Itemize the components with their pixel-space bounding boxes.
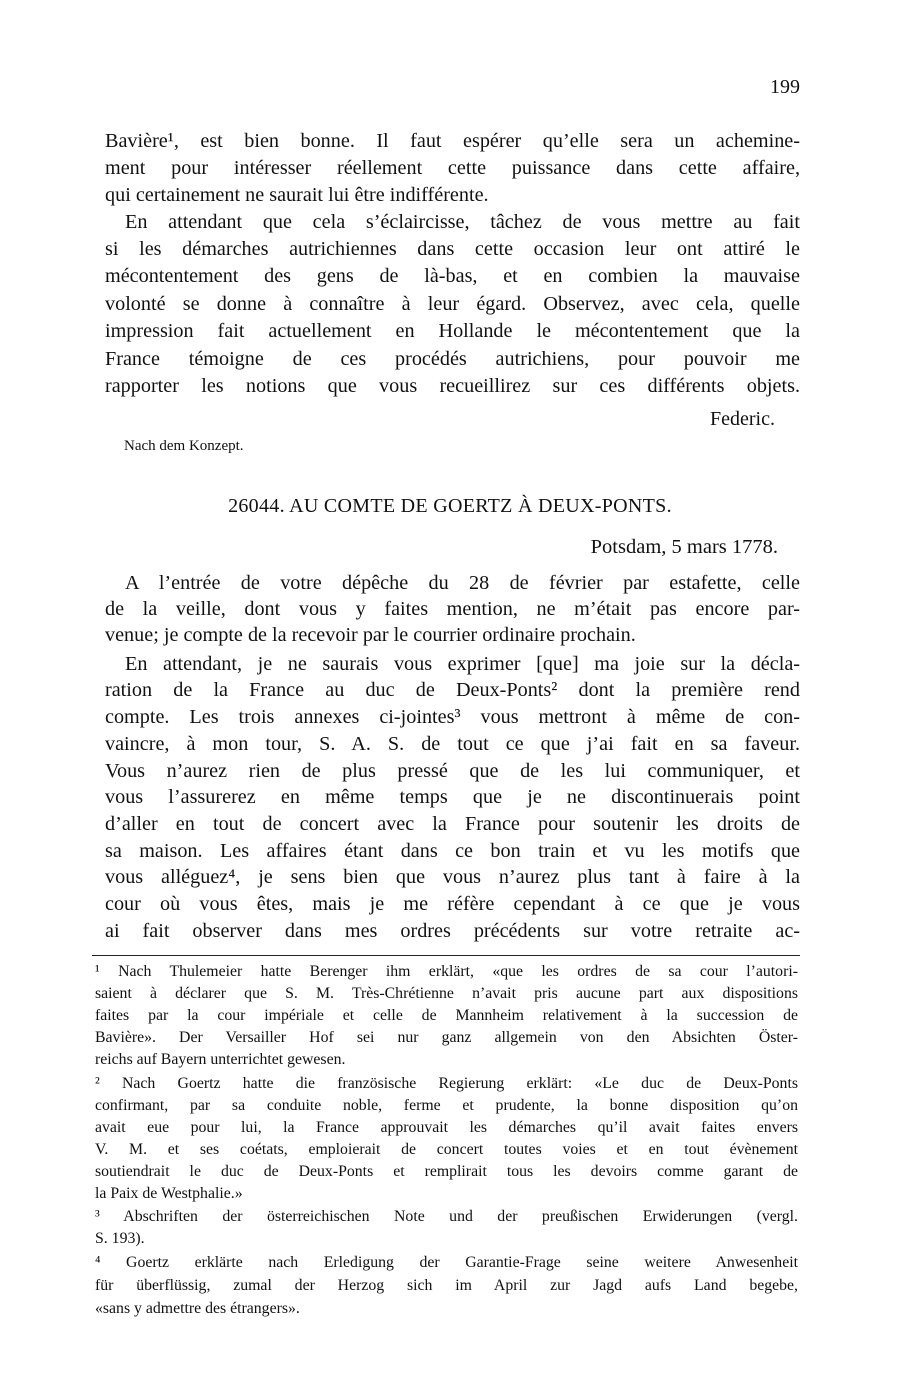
footnote-line: saient à déclarer que S. M. Très-Chrétienne n’avait pris aucune part aux dispositions (95, 985, 798, 1002)
body-line: ai fait observer dans mes ordres précédents sur votre retraite ac- (105, 920, 800, 942)
footnote-line: soutiendrait le duc de Deux-Ponts et remplirait tous les devoirs comme garant de (95, 1163, 798, 1180)
footnote-line: faites par la cour impériale et celle de Mannheim relativement à la succession de (95, 1007, 798, 1024)
body-line: En attendant, je ne saurais vous exprimer [que] ma joie sur la décla- (125, 653, 800, 675)
body-line: Bavière¹, est bien bonne. Il faut espérer qu’elle sera un achemine- (105, 130, 800, 152)
letter-heading: 26044. AU COMTE DE GOERTZ À DEUX-PONTS. (228, 495, 672, 517)
body-line: ration de la France au duc de Deux-Ponts² dont la première rend (105, 679, 800, 701)
body-line: mécontentement des gens de là-bas, et en combien la mauvaise (105, 265, 800, 287)
footnote-line: la Paix de Westphalie.» (95, 1185, 243, 1202)
footnote-line: Bavière». Der Versailler Hof sei nur ganz allgemein von den Absichten Öster- (95, 1029, 798, 1046)
footnote-line: avait eue pour lui, la France approuvait les démarches qu’il avait faites envers (95, 1119, 798, 1136)
body-line: volonté se donne à connaître à leur égard. Observez, avec cela, quelle (105, 293, 800, 315)
body-line: sa maison. Les affaires étant dans ce bon train et vu les motifs que (105, 840, 800, 862)
body-line: impression fait actuellement en Hollande le mécontentement que la (105, 320, 800, 342)
page-number: 199 (770, 76, 800, 98)
footnote-line: ⁴ Goertz erklärte nach Erledigung der Garantie-Frage seine weitere Anwesenheit (95, 1254, 798, 1271)
letter-date: Potsdam, 5 mars 1778. (590, 536, 778, 558)
body-line: En attendant que cela s’éclaircisse, tâchez de vous mettre au fait (125, 211, 800, 233)
footnote-divider (92, 955, 800, 956)
footnote-line: ² Nach Goertz hatte die französische Regierung erklärt: «Le duc de Deux-Ponts (95, 1075, 798, 1092)
footnote-line: S. 193). (95, 1230, 145, 1247)
body-line: d’aller en tout de concert avec la France pour soutenir les droits de (105, 813, 800, 835)
footnote-line: für überflüssig, zumal der Herzog sich im April zur Jagd aufs Land begebe, (95, 1277, 798, 1294)
body-line: vous alléguez⁴, je sens bien que vous n’aurez plus tant à faire à la (105, 866, 800, 888)
footnote-line: ¹ Nach Thulemeier hatte Berenger ihm erklärt, «que les ordres de sa cour l’autori- (95, 963, 798, 980)
body-line: vous l’assurerez en même temps que je ne discontinuerais point (105, 786, 800, 808)
body-line: compte. Les trois annexes ci-jointes³ vous mettront à même de con- (105, 706, 800, 728)
footnote-line: reichs auf Bayern unterrichtet gewesen. (95, 1051, 346, 1068)
body-line: de la veille, dont vous y faites mention, ne m’était pas encore par- (105, 598, 800, 620)
body-line: A l’entrée de votre dépêche du 28 de février par estafette, celle (125, 572, 800, 594)
body-line: vaincre, à mon tour, S. A. S. de tout ce que j’ai fait en sa faveur. (105, 733, 800, 755)
body-line: France témoigne de ces procédés autrichiens, pour pouvoir me (105, 348, 800, 370)
body-line: si les démarches autrichiennes dans cette occasion leur ont attiré le (105, 238, 800, 260)
source-note: Nach dem Konzept. (124, 438, 244, 454)
body-line: cour où vous êtes, mais je me réfère cependant à ce que je vous (105, 893, 800, 915)
footnote-line: V. M. et ses coétats, emploierait de concert toutes voies et en tout évènement (95, 1141, 798, 1158)
body-line: ment pour intéresser réellement cette puissance dans cette affaire, (105, 157, 800, 179)
footnote-line: ³ Abschriften der österreichischen Note und der preußischen Erwiderungen (vergl. (95, 1208, 798, 1225)
body-line: qui certainement ne saurait lui être indifférente. (105, 184, 489, 206)
body-line: Vous n’aurez rien de plus pressé que de les lui communiquer, et (105, 760, 800, 782)
body-line: venue; je compte de la recevoir par le courrier ordinaire prochain. (105, 624, 636, 646)
footnote-line: «sans y admettre des étrangers». (95, 1300, 300, 1317)
signature: Federic. (710, 408, 775, 430)
body-line: rapporter les notions que vous recueillirez sur ces différents objets. (105, 375, 800, 397)
footnote-line: confirmant, par sa conduite noble, ferme et prudente, la bonne disposition qu’on (95, 1097, 798, 1114)
